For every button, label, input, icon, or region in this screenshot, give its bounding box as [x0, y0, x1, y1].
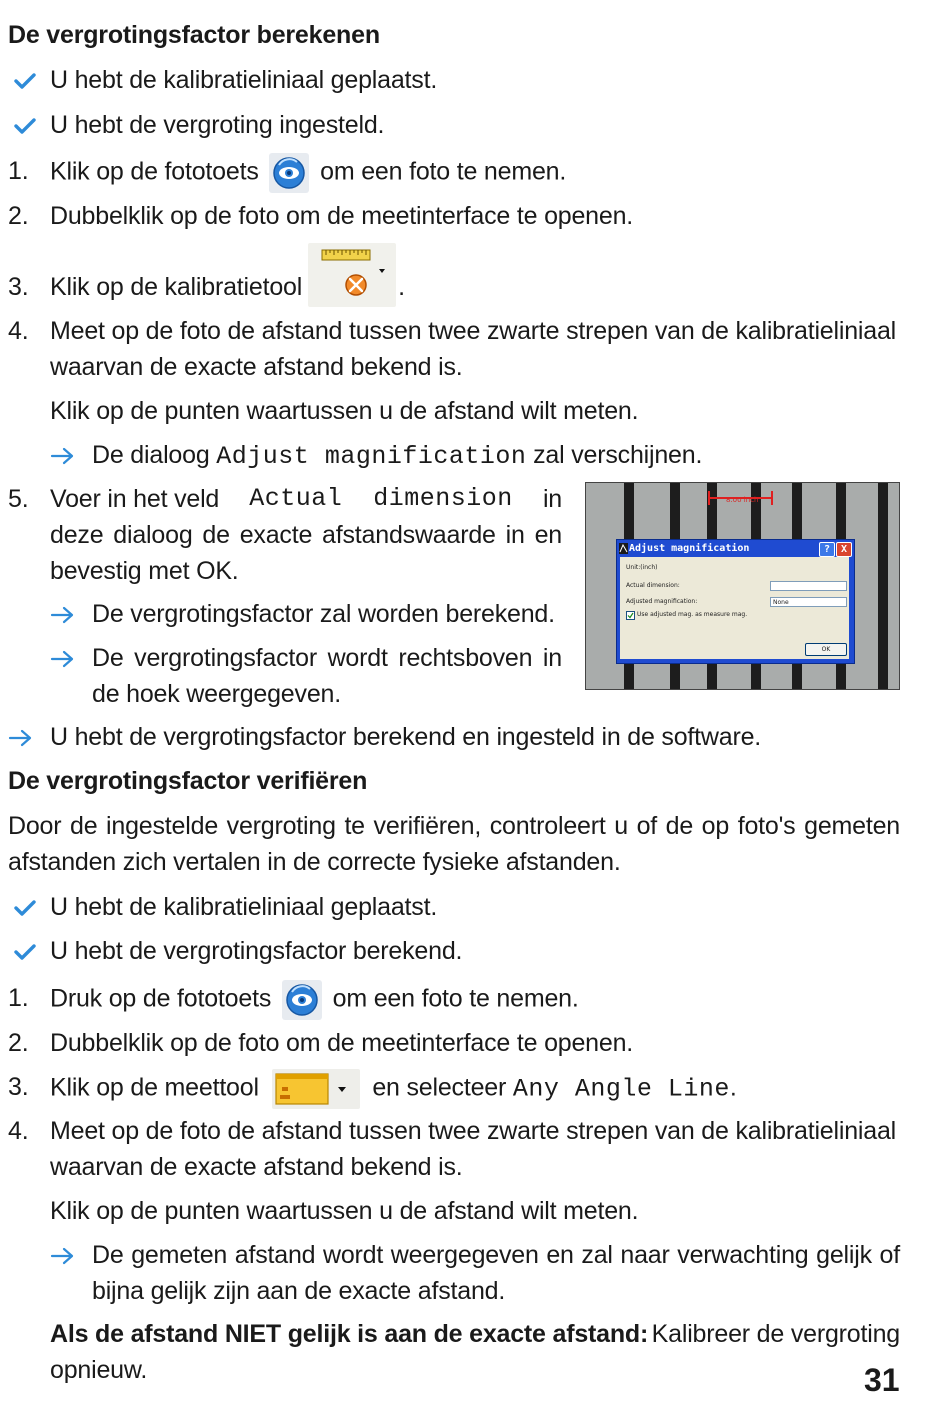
step-text-after: en selecteer: [372, 1073, 507, 1102]
step-text-after: om een foto te nemen.: [332, 984, 579, 1013]
step-text: [50, 269, 900, 305]
camera-icon: [269, 153, 309, 193]
help-button[interactable]: ?: [819, 542, 835, 557]
adjusted-magnification-label: Adjusted magnification:: [626, 598, 698, 605]
heading-text: De vergrotingsfactor berekenen: [8, 21, 380, 49]
step-text-line1: Meet op de foto de afstand tussen twee zwarte strepen van de kalibratieliniaal: [50, 1117, 897, 1145]
result-arrow-icon: [50, 1247, 76, 1265]
result-arrow-icon: [8, 729, 34, 747]
measurement-label: 8.00 inch: [726, 496, 759, 504]
step-number: 4.: [8, 317, 29, 345]
step-number: 1.: [8, 984, 29, 1012]
checkmark-icon: [14, 117, 36, 135]
measurement-tick: [771, 491, 773, 505]
step-text-before: Voer in het veld: [50, 485, 220, 513]
warning-rest: Kalibreer de vergroting: [651, 1320, 900, 1348]
actual-dimension-input[interactable]: [770, 581, 847, 591]
adjust-magnification-dialog: [616, 539, 855, 664]
result-text-line2: bijna gelijk zijn aan de exacte afstand.: [92, 1277, 506, 1305]
checkbox-label: Use adjusted mag. as measure mag.: [637, 611, 748, 618]
step-text-line3: bevestig met OK.: [50, 557, 239, 585]
field-name: Actual dimension: [249, 484, 513, 513]
prerequisite-text: U hebt de vergroting ingesteld.: [50, 111, 385, 139]
page-number: 31: [864, 1362, 900, 1398]
measure-tool-icon: [272, 1069, 360, 1109]
line-type-name: Any Angle Line: [512, 1074, 730, 1104]
dialog-titlebar: [617, 540, 854, 557]
step-text: Dubbelklik op de foto om de meetinterface te openen.: [50, 202, 634, 230]
actual-dimension-label: Actual dimension:: [626, 582, 680, 589]
step-number: 5.: [8, 485, 29, 513]
step-text-before: Klik op de meettool: [50, 1073, 259, 1102]
step-text: [50, 153, 900, 193]
measurement-tick: [708, 491, 710, 505]
result-text: De vergrotingsfactor zal worden berekend.: [92, 600, 555, 628]
step-text-line1: Meet op de foto de afstand tussen twee zwarte strepen van de kalibratieliniaal: [50, 317, 897, 345]
step-text-before: Klik op de kalibratietool: [50, 273, 303, 301]
step-text-after: in: [542, 485, 562, 513]
use-adjusted-mag-checkbox[interactable]: [626, 611, 635, 620]
step-text: Dubbelklik op de foto om de meetinterface te openen.: [50, 1029, 634, 1057]
step-text-line2: deze dialoog de exacte afstandswaarde in en: [50, 521, 562, 549]
unit-label: Unit:(inch): [626, 564, 658, 571]
result-text-line2: de hoek weergegeven.: [92, 680, 341, 708]
warning-line2: opnieuw.: [50, 1356, 148, 1384]
step-text-end: .: [729, 1073, 737, 1102]
section-2-intro-continued: [8, 844, 900, 880]
prerequisite-text: U hebt de vergrotingsfactor berekend.: [50, 937, 463, 965]
app-icon: [619, 543, 628, 554]
result-text-line1: De vergrotingsfactor wordt rechtsboven in: [92, 644, 562, 672]
dialog-title: Adjust magnification: [629, 543, 750, 554]
checkmark-icon: [14, 899, 36, 917]
result-arrow-icon: [50, 650, 76, 668]
step-number: 4.: [8, 1117, 29, 1145]
warning-bold: Als de afstand NIET gelijk is aan de exacte afstand:: [50, 1320, 649, 1348]
result-text: [92, 437, 900, 475]
step-note: Klik op de punten waartussen u de afstand wilt meten.: [50, 397, 639, 425]
step-text-before: Klik op de fototoets: [50, 157, 259, 186]
step-note: Klik op de punten waartussen u de afstand wilt meten.: [50, 1197, 639, 1225]
section-heading-calculate: [8, 17, 900, 53]
prerequisite-text: U hebt de kalibratieliniaal geplaatst.: [50, 893, 438, 921]
step-text-line2: waarvan de exacte afstand bekend is.: [50, 353, 463, 381]
step-number: 2.: [8, 202, 29, 230]
step-text: [50, 1069, 900, 1109]
section-2-intro: [8, 808, 900, 844]
outcome-text: U hebt de vergrotingsfactor berekend en ingesteld in de software.: [50, 723, 762, 751]
result-text-line1: De gemeten afstand wordt weergegeven en zal naar verwachting gelijk of: [92, 1241, 900, 1269]
result-text-before: De dialoog: [92, 441, 210, 469]
intro-line1: Door de ingestelde vergroting te verifiëren, controleert u of de op foto's gemeten: [8, 812, 900, 840]
checkmark-icon: [14, 943, 36, 961]
step-text-before: Druk op de fototoets: [50, 984, 272, 1013]
result-text-after: zal verschijnen.: [533, 441, 703, 469]
step-number: 3.: [8, 1073, 29, 1101]
close-button[interactable]: X: [836, 542, 852, 557]
section-heading-verify: [8, 763, 900, 799]
checkmark-icon: [14, 72, 36, 90]
step-text-line1: [50, 481, 562, 517]
heading-text: De vergrotingsfactor verifiëren: [8, 767, 368, 795]
step-number: 1.: [8, 157, 29, 185]
step-text-line2: waarvan de exacte afstand bekend is.: [50, 1153, 463, 1181]
prerequisite-text: U hebt de kalibratieliniaal geplaatst.: [50, 66, 438, 94]
dialog-body: [620, 557, 849, 659]
step-text-after: .: [398, 273, 405, 301]
camera-icon: [282, 980, 322, 1020]
adjusted-magnification-input[interactable]: None: [770, 597, 847, 607]
intro-line2: afstanden zich vertalen in de correcte fysieke afstanden.: [8, 848, 621, 876]
result-arrow-icon: [50, 447, 76, 465]
warning-text: [50, 1316, 900, 1352]
result-arrow-icon: [50, 606, 76, 624]
step-number: 3.: [8, 273, 29, 301]
ruler-line: [878, 483, 888, 689]
step-text: [50, 980, 900, 1020]
dialog-name: Adjust magnification: [216, 442, 527, 471]
ok-button[interactable]: OK: [805, 643, 847, 656]
step-number: 2.: [8, 1029, 29, 1057]
adjust-magnification-screenshot: [585, 482, 900, 690]
step-text-after: om een foto te nemen.: [320, 157, 567, 186]
